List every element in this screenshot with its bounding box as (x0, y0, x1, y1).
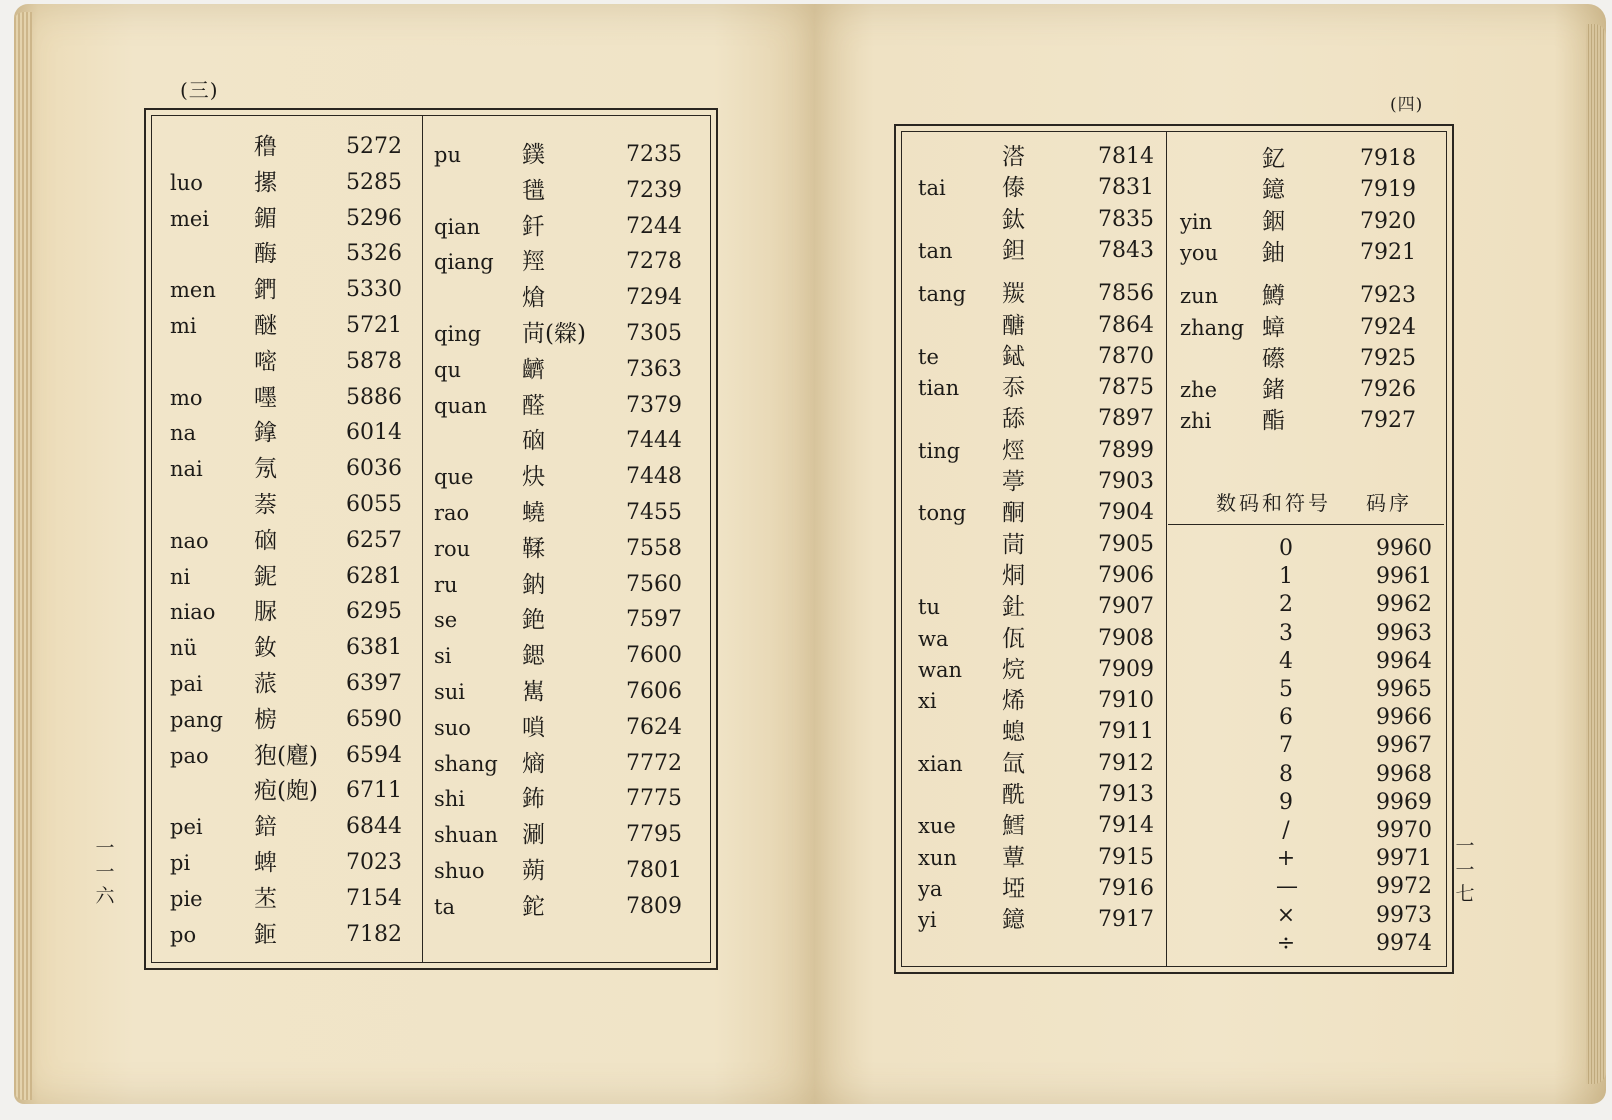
character: 酶 (254, 241, 277, 268)
character: 鱈 (1002, 813, 1025, 840)
pinyin-label: pao (170, 743, 209, 768)
character: 蕈 (1002, 844, 1025, 871)
code-number: 7925 (1360, 345, 1416, 371)
code-number: 6036 (346, 456, 402, 482)
code-number: 7899 (1098, 437, 1154, 463)
code-number: 7795 (626, 822, 682, 848)
pinyin-label: tian (918, 376, 960, 401)
character: 礤 (1262, 345, 1285, 372)
pinyin-label: si (434, 644, 452, 669)
symbol-code: 9964 (1376, 648, 1432, 674)
symbol-code: 9965 (1376, 677, 1432, 702)
code-number: 7624 (626, 714, 682, 740)
pinyin-label: ni (170, 564, 191, 589)
character: 螅 (1002, 719, 1025, 746)
pinyin-label: xun (918, 845, 957, 870)
code-number: 7923 (1360, 283, 1416, 309)
character: 氆 (522, 177, 545, 204)
character: 萘 (254, 492, 277, 518)
code-number: 7363 (626, 356, 682, 382)
symbol: / (1282, 818, 1290, 843)
character: 鐿 (1262, 177, 1285, 204)
pinyin-label: qian (434, 214, 481, 239)
pinyin-label: tu (918, 595, 940, 620)
character: 鏷 (522, 142, 545, 168)
character: 烔 (1002, 562, 1025, 589)
symbol: 6 (1279, 705, 1293, 731)
character: 鉕 (254, 921, 277, 948)
code-number: 7910 (1098, 688, 1154, 714)
open-book (14, 4, 1606, 1108)
pinyin-label: tai (918, 176, 946, 201)
character: 鍆 (254, 277, 277, 304)
code-number: 6381 (346, 635, 402, 661)
code-number: 7926 (1360, 377, 1416, 403)
code-number: 6594 (346, 742, 402, 768)
pinyin-label: ta (434, 894, 455, 919)
code-number: 7919 (1360, 177, 1416, 203)
page-edge-left (14, 12, 32, 1100)
code-number: 6295 (346, 599, 402, 625)
pinyin-label: se (434, 608, 458, 633)
symbol: ÷ (1276, 930, 1296, 956)
code-number: 7560 (626, 571, 682, 597)
code-number: 7897 (1098, 406, 1154, 432)
symbol-code: 9971 (1376, 846, 1432, 872)
character: 鎿 (254, 420, 277, 447)
character: 舔 (1002, 406, 1025, 433)
symbol: × (1276, 902, 1296, 928)
character: 烷 (1002, 656, 1025, 683)
pinyin-label: zhe (1180, 378, 1218, 403)
right-section-mark: (四) (1390, 95, 1424, 115)
character: 氙 (1002, 750, 1025, 777)
code-number: 7775 (626, 786, 682, 812)
character: 埡 (1002, 875, 1025, 902)
code-number: 6711 (346, 778, 402, 804)
code-number: 7927 (1360, 408, 1416, 434)
pinyin-label: yi (918, 908, 937, 933)
pinyin-label: ru (434, 572, 458, 597)
code-number: 6257 (346, 527, 402, 553)
right-column-divider (1166, 131, 1167, 967)
code-number: 7904 (1098, 500, 1154, 526)
character: 苤 (254, 885, 277, 912)
pinyin-label: quan (434, 393, 488, 418)
symbol: — (1276, 874, 1298, 900)
code-number: 7600 (626, 643, 682, 669)
code-number: 7558 (626, 535, 682, 561)
character: 鎇 (254, 205, 277, 232)
symbol-code: 9973 (1376, 902, 1432, 928)
character: 椖 (254, 706, 277, 733)
code-number: 7831 (1098, 175, 1154, 201)
pinyin-label: mi (170, 314, 197, 338)
symbol-code: 9970 (1376, 818, 1432, 843)
code-number: 7606 (626, 679, 682, 704)
symbol-code: 9967 (1376, 733, 1432, 759)
code-number: 7918 (1360, 146, 1416, 171)
code-number: 7908 (1098, 625, 1154, 651)
character: 氖 (254, 456, 277, 483)
pinyin-label: wan (918, 657, 963, 682)
code-number: 6014 (346, 420, 402, 446)
character: 鉈 (522, 893, 545, 920)
left-table-frame (144, 108, 718, 970)
left-page-number: 一 一 六 (95, 837, 115, 907)
code-number: 7835 (1098, 206, 1154, 232)
pinyin-label: suo (434, 715, 471, 740)
pinyin-label: mo (170, 385, 203, 410)
character: 鈾 (1262, 239, 1285, 266)
symbol: 9 (1279, 789, 1293, 815)
code-number: 7920 (1360, 208, 1416, 234)
pinyin-label: qu (434, 357, 461, 382)
character: 葶 (1002, 469, 1025, 495)
left-section-mark: (三) (180, 78, 219, 102)
symbol-code: 9968 (1376, 761, 1432, 787)
pinyin-label: nü (170, 636, 198, 661)
code-number: 7182 (346, 921, 402, 947)
pinyin-label: yin (1180, 209, 1213, 234)
character: 嘧 (254, 348, 277, 375)
pinyin-label: you (1180, 240, 1219, 265)
pinyin-label: nai (170, 457, 203, 482)
pinyin-label: shuan (434, 823, 498, 848)
symbol-code: 9974 (1376, 930, 1432, 956)
pinyin-label: wa (918, 626, 949, 651)
code-number: 7905 (1098, 531, 1154, 557)
pinyin-label: xian (918, 751, 963, 776)
symbol-code: 9972 (1376, 874, 1432, 900)
character: 醛 (522, 392, 545, 419)
code-number: 5272 (346, 134, 402, 159)
character: 脲 (254, 599, 277, 626)
pinyin-label: shi (434, 787, 466, 812)
pinyin-label: shang (434, 751, 498, 776)
character: 熵 (522, 750, 545, 777)
pinyin-label: qiang (434, 250, 494, 275)
code-number: 7906 (1098, 562, 1154, 588)
character: 蒴 (522, 858, 545, 884)
pinyin-label: tang (918, 282, 966, 307)
character: 硇 (254, 527, 277, 554)
code-number: 7294 (626, 285, 682, 311)
page-edge-right (1586, 24, 1606, 1084)
character: 釷 (1002, 594, 1025, 621)
symbol-code: 9966 (1376, 705, 1432, 731)
pinyin-label: rao (434, 501, 470, 525)
character: 熗 (522, 285, 545, 312)
code-number: 5330 (346, 277, 402, 303)
pinyin-label: xue (918, 814, 956, 839)
character: 酯 (1262, 408, 1285, 435)
pinyin-label: ting (918, 438, 961, 463)
code-number: 7913 (1098, 782, 1154, 807)
code-number: 7875 (1098, 375, 1154, 401)
code-number: 7023 (346, 850, 402, 875)
symbol: 0 (1279, 536, 1293, 561)
character: 烯 (1002, 688, 1025, 715)
symbol: + (1276, 846, 1296, 872)
code-number: 7911 (1098, 719, 1154, 745)
character: 銦 (1262, 208, 1285, 235)
symbol: 7 (1279, 733, 1293, 759)
character: 鈦 (1002, 206, 1025, 233)
character: 茼 (1002, 531, 1025, 558)
pinyin-label: ya (918, 876, 943, 901)
symbol-code: 9962 (1376, 592, 1432, 618)
code-number: 5326 (346, 241, 402, 267)
pinyin-label: rou (434, 536, 471, 561)
code-number: 7916 (1098, 875, 1154, 901)
code-number: 7903 (1098, 469, 1154, 494)
pinyin-label: men (170, 278, 216, 303)
character: 醚 (254, 313, 277, 339)
pinyin-label: zhang (1180, 315, 1245, 340)
pinyin-label: que (434, 465, 474, 490)
symbol: 1 (1279, 564, 1293, 590)
code-number: 7917 (1098, 907, 1154, 933)
code-number: 7305 (626, 321, 682, 346)
code-number: 5721 (346, 313, 402, 338)
character: 鋱 (1002, 343, 1025, 370)
character: 銫 (522, 607, 545, 634)
symbols-header-label: 数码和符号 (1216, 491, 1331, 515)
character: 烴 (1002, 437, 1025, 464)
character: 鍺 (1262, 377, 1285, 404)
code-number: 6844 (346, 814, 402, 840)
pinyin-label: nao (170, 528, 209, 553)
symbols-header-rule (1168, 524, 1444, 525)
character: 蒎 (254, 671, 277, 697)
code-number: 7444 (626, 428, 682, 454)
code-number: 7278 (626, 249, 682, 275)
character: 醣 (1002, 312, 1025, 339)
code-number: 7814 (1098, 144, 1154, 169)
pinyin-label: mei (170, 206, 210, 231)
character: 嚜 (254, 384, 277, 411)
code-number: 7907 (1098, 594, 1154, 620)
character: 摞 (254, 169, 277, 196)
character: 釺 (522, 213, 545, 240)
character: 蟯 (522, 500, 545, 526)
character: 酰 (1002, 782, 1025, 808)
pinyin-label: pu (434, 143, 461, 167)
character: 鉭 (1002, 237, 1025, 264)
code-number: 7772 (626, 750, 682, 776)
symbols-header-code: 码序 (1366, 491, 1412, 515)
right-page (814, 4, 1606, 1104)
character: 鞣 (522, 535, 545, 562)
character: 錇 (254, 814, 277, 841)
character: 蜱 (254, 850, 277, 876)
pinyin-label: pei (170, 815, 203, 840)
character: 傣 (1002, 175, 1025, 202)
pinyin-label: po (170, 922, 197, 947)
character: 忝 (1002, 375, 1025, 402)
code-number: 5886 (346, 384, 402, 410)
symbol: 3 (1279, 620, 1293, 646)
character: 溚 (1002, 144, 1025, 170)
character: 涮 (522, 822, 545, 849)
pinyin-label: xi (918, 689, 937, 714)
pinyin-label: zhi (1180, 409, 1212, 434)
character: 炔 (522, 464, 545, 491)
symbol-code: 9963 (1376, 620, 1432, 646)
code-number: 7843 (1098, 237, 1154, 263)
code-number: 7856 (1098, 281, 1154, 307)
character: 苘(檾) (522, 321, 586, 347)
pinyin-label: pang (170, 707, 223, 732)
character: 硇 (522, 428, 545, 455)
code-number: 7244 (626, 213, 682, 239)
symbol: 8 (1279, 761, 1293, 787)
pinyin-label: pie (170, 886, 203, 911)
pinyin-label: zun (1180, 284, 1219, 309)
code-number: 7235 (626, 142, 682, 167)
right-table-frame (894, 124, 1454, 974)
character: 穞 (254, 134, 277, 160)
code-number: 7912 (1098, 750, 1154, 776)
symbol-code: 9960 (1376, 536, 1432, 561)
pinyin-label: pi (170, 851, 191, 875)
code-number: 7239 (626, 177, 682, 203)
pinyin-label: niao (170, 600, 216, 625)
code-number: 7915 (1098, 844, 1154, 870)
code-number: 6281 (346, 563, 402, 589)
symbol: 5 (1279, 677, 1293, 702)
code-number: 7379 (626, 392, 682, 418)
code-number: 5285 (346, 169, 402, 195)
code-number: 6055 (346, 492, 402, 517)
code-number: 7924 (1360, 314, 1416, 340)
character: 鈉 (522, 571, 545, 598)
pinyin-label: te (918, 344, 939, 369)
code-number: 7801 (626, 858, 682, 883)
pinyin-label: pai (170, 672, 203, 696)
code-number: 7914 (1098, 813, 1154, 839)
code-number: 7864 (1098, 312, 1154, 338)
pinyin-label: sui (434, 680, 466, 704)
code-number: 6590 (346, 706, 402, 732)
character: 釔 (1262, 146, 1285, 172)
code-number: 7921 (1360, 239, 1416, 265)
code-number: 7870 (1098, 343, 1154, 369)
character: 鍶 (522, 643, 545, 670)
character: 羰 (1002, 281, 1025, 308)
pinyin-label: luo (170, 170, 203, 195)
code-number: 7809 (626, 893, 682, 919)
left-column-divider (422, 115, 423, 963)
pinyin-label: na (170, 421, 197, 446)
pinyin-label: tong (918, 501, 967, 526)
character: 鈽 (522, 786, 545, 813)
character: 酮 (1002, 500, 1025, 527)
code-number: 7455 (626, 500, 682, 525)
character: 䶩 (522, 356, 545, 383)
left-page (14, 4, 814, 1104)
character: 鱒 (1262, 283, 1285, 310)
code-number: 5878 (346, 348, 402, 374)
character: 佤 (1002, 625, 1025, 652)
code-number: 7448 (626, 464, 682, 490)
code-number: 6397 (346, 671, 402, 696)
character: 蟑 (1262, 314, 1285, 341)
character: 疱(皰) (254, 778, 318, 805)
symbol: 4 (1279, 648, 1293, 674)
symbol-code: 9969 (1376, 789, 1432, 815)
symbol-code: 9961 (1376, 564, 1432, 590)
character: 狍(麅) (254, 742, 318, 769)
code-number: 7597 (626, 607, 682, 633)
code-number: 7154 (346, 885, 402, 911)
character: 鈮 (254, 563, 277, 590)
pinyin-label: tan (918, 238, 953, 263)
code-number: 7909 (1098, 656, 1154, 682)
character: 釹 (254, 635, 277, 662)
code-number: 5296 (346, 205, 402, 231)
pinyin-label: qing (434, 322, 482, 346)
symbol: 2 (1279, 592, 1293, 618)
character: 鐿 (1002, 907, 1025, 934)
character: 嶲 (522, 679, 545, 705)
right-page-number: 一 一 七 (1455, 835, 1475, 905)
character: 羥 (522, 249, 545, 276)
pinyin-label: shuo (434, 859, 485, 883)
character: 嗩 (522, 714, 545, 741)
